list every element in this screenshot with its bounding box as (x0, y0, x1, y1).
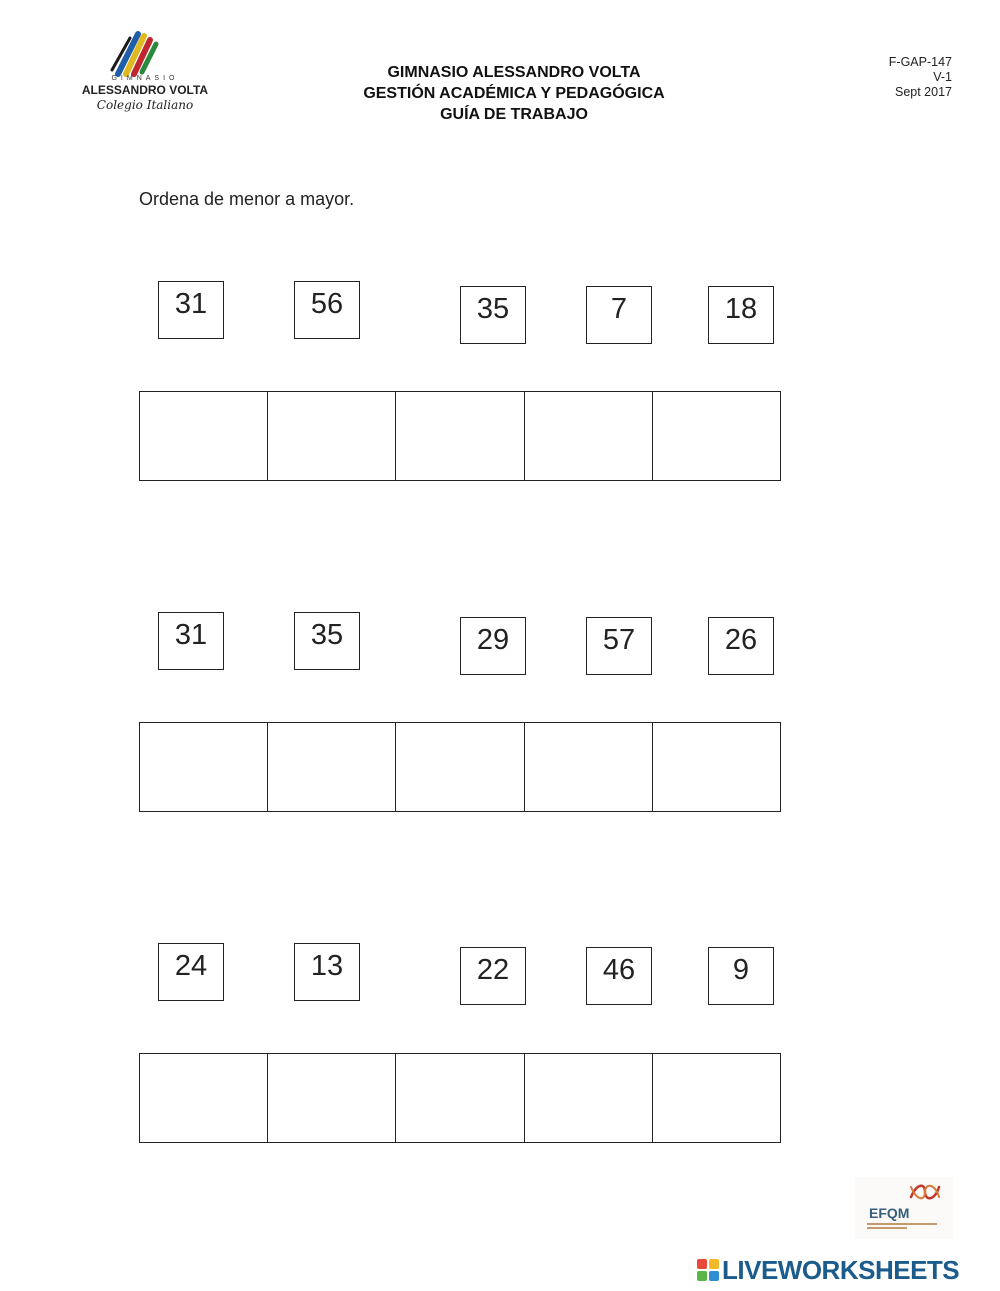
efqm-badge (855, 1177, 953, 1239)
number-card[interactable]: 46 (586, 947, 652, 1005)
school-logo (80, 30, 210, 122)
efqm-label: EFQM (869, 1205, 910, 1221)
answer-row (139, 722, 781, 812)
answer-slot[interactable] (525, 723, 653, 811)
number-card[interactable]: 7 (586, 286, 652, 344)
header-line-department: GESTIÓN ACADÉMICA Y PEDAGÓGICA (363, 85, 665, 102)
answer-slot[interactable] (268, 723, 396, 811)
logo-subtitle: Colegio Italiano (96, 98, 194, 112)
liveworksheets-brand[interactable] (697, 1254, 960, 1285)
answer-slot[interactable] (525, 392, 653, 480)
date: Sept 2017 (895, 85, 952, 99)
form-code: F-GAP-147 (888, 55, 952, 69)
number-card[interactable]: 24 (158, 943, 224, 1001)
answer-slot[interactable] (140, 1054, 268, 1142)
answer-row (139, 1053, 781, 1143)
answer-slot[interactable] (653, 723, 780, 811)
logo-school-name: ALESSANDRO VOLTA (81, 83, 209, 97)
header-line-school: GIMNASIO ALESSANDRO VOLTA (387, 64, 641, 81)
answer-slot[interactable] (653, 1054, 780, 1142)
answer-slot[interactable] (268, 1054, 396, 1142)
number-card[interactable]: 22 (460, 947, 526, 1005)
answer-slot[interactable] (653, 392, 780, 480)
liveworksheets-label: LIVEWORKSHEETS (722, 1254, 960, 1285)
document-header (300, 62, 728, 125)
header-line-guide: GUÍA DE TRABAJO (440, 106, 588, 123)
answer-slot[interactable] (140, 723, 268, 811)
version: V-1 (933, 70, 952, 84)
number-card[interactable]: 31 (158, 612, 224, 670)
number-card[interactable]: 57 (586, 617, 652, 675)
number-card[interactable]: 29 (460, 617, 526, 675)
efqm-fine-print-icon (867, 1222, 947, 1230)
instruction-text: Ordena de menor a mayor. (139, 189, 355, 209)
answer-slot[interactable] (396, 723, 524, 811)
number-card[interactable]: 26 (708, 617, 774, 675)
number-card[interactable]: 18 (708, 286, 774, 344)
logo-stripes-icon (104, 30, 164, 78)
answer-slot[interactable] (268, 392, 396, 480)
answer-slot[interactable] (396, 392, 524, 480)
logo-top-text: GIMNASIO (111, 75, 179, 82)
liveworksheets-logo-icon (697, 1259, 719, 1281)
answer-row (139, 391, 781, 481)
document-code (802, 55, 952, 100)
infinity-icon (907, 1181, 943, 1203)
number-card[interactable]: 35 (460, 286, 526, 344)
answer-slot[interactable] (525, 1054, 653, 1142)
number-card[interactable]: 31 (158, 281, 224, 339)
number-card[interactable]: 9 (708, 947, 774, 1005)
number-card[interactable]: 35 (294, 612, 360, 670)
number-card[interactable]: 13 (294, 943, 360, 1001)
number-card[interactable]: 56 (294, 281, 360, 339)
answer-slot[interactable] (396, 1054, 524, 1142)
answer-slot[interactable] (140, 392, 268, 480)
